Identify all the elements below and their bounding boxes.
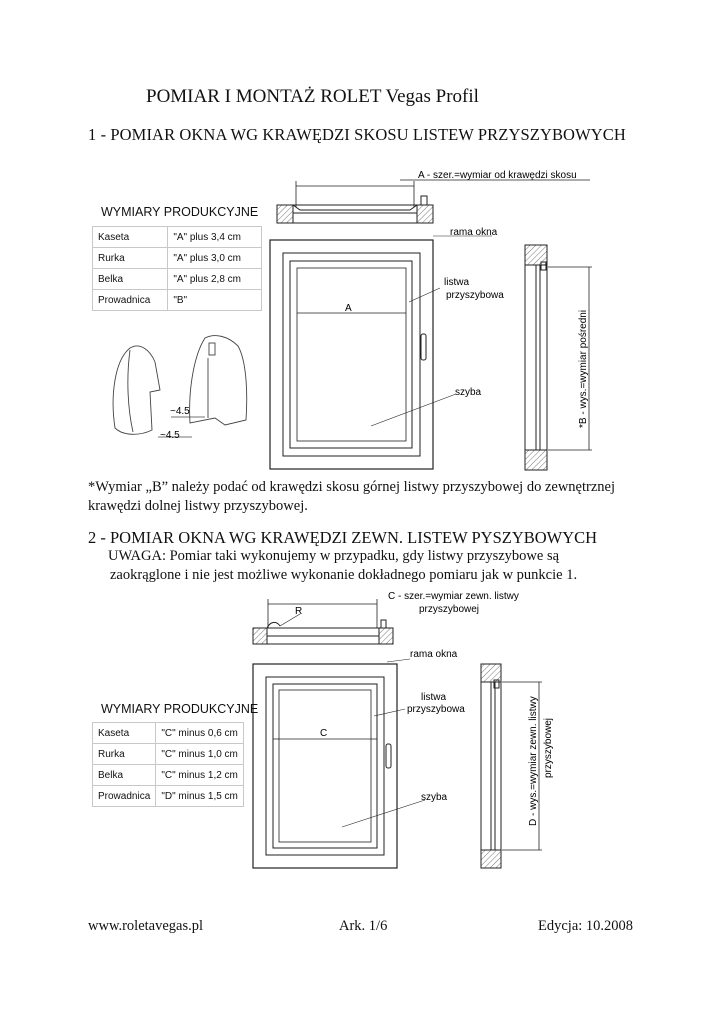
label-d-height-1: D - wys.=wymiar zewn. listwy	[528, 696, 539, 826]
label-bead-1a: listwa	[444, 277, 470, 288]
top-section-view-1	[277, 180, 590, 223]
label-glass-2: szyba	[421, 792, 448, 803]
label-approx-45-a: ~4.5	[170, 406, 190, 417]
page-title: POMIAR I MONTAŻ ROLET Vegas Profil	[146, 86, 479, 107]
table-cell-name: Prowadnica	[93, 786, 156, 807]
label-bead-1b: przyszybowa	[446, 290, 504, 301]
table-cell-value: "B"	[168, 290, 262, 311]
label-bead-2a: listwa	[421, 692, 447, 703]
label-dim-a: A	[345, 303, 352, 314]
label-b-height: *B - wys.=wymiar pośredni	[578, 309, 589, 428]
warning-line-1: UWAGA: Pomiar taki wykonujemy w przypadku, gdy listwy przyszybowe są	[108, 548, 560, 564]
label-frame-2: rama okna	[410, 649, 458, 660]
label-d-height-2: przyszybowej	[543, 717, 554, 778]
production-dims-title-1: WYMIARY PRODUKCYJNE	[101, 205, 259, 219]
table-cell-value: "A" plus 3,0 cm	[168, 248, 262, 269]
label-bead-2b: przyszybowa	[407, 704, 465, 715]
table-cell-name: Rurka	[93, 248, 168, 269]
table-cell-value: "C" minus 1,2 cm	[156, 765, 244, 786]
table-cell-name: Kaseta	[93, 723, 156, 744]
section-2-heading: 2 - POMIAR OKNA WG KRAWĘDZI ZEWN. LISTEW PYSZYBOWYCH	[88, 528, 598, 547]
table-row	[93, 744, 244, 765]
label-dim-c: C	[320, 728, 328, 739]
footer-sheet: Ark. 1/6	[339, 918, 388, 934]
window-front-view-1	[270, 236, 492, 469]
warning-line-2: zaokrąglone i nie jest możliwe wykonanie dokładnego pomiaru jak w punkcie 1.	[110, 567, 578, 583]
label-frame-1: rama okna	[450, 227, 498, 238]
table-cell-value: "C" minus 1,0 cm	[156, 744, 244, 765]
production-dims-title-2: WYMIARY PRODUKCYJNE	[101, 702, 259, 716]
window-front-view-2	[253, 659, 425, 868]
table-cell-value: "D" minus 1,5 cm	[156, 786, 244, 807]
production-dims-table-2	[92, 722, 244, 807]
table-cell-value: "C" minus 0,6 cm	[156, 723, 244, 744]
label-glass-1: szyba	[455, 387, 482, 398]
label-a-width: A - szer.=wymiar od krawędzi skosu	[418, 170, 577, 181]
table-row	[93, 765, 244, 786]
footer-edition: Edycja: 10.2008	[538, 918, 634, 934]
note-b-dimension: *Wymiar „B” należy podać od krawędzi skosu górnej listwy przyszybowej do zewnętrznej krawędzi dolnej listwy przyszybowej.	[88, 479, 615, 514]
table-cell-value: "A" plus 2,8 cm	[168, 269, 262, 290]
table-cell-name: Prowadnica	[93, 290, 168, 311]
section-1-heading: 1 - POMIAR OKNA WG KRAWĘDZI SKOSU LISTEW PRZYSZYBOWYCH	[88, 125, 626, 144]
label-c-width-1: C - szer.=wymiar zewn. listwy	[388, 591, 519, 602]
table-cell-value: "A" plus 3,4 cm	[168, 227, 262, 248]
profile-sketch	[113, 336, 247, 437]
table-row	[93, 786, 244, 807]
label-approx-45-b: ~4.5	[160, 430, 180, 441]
top-section-view-2	[253, 599, 393, 644]
label-c-width-2: przyszybowej	[419, 604, 480, 615]
table-cell-name: Belka	[93, 269, 168, 290]
table-cell-name: Rurka	[93, 744, 156, 765]
table-cell-name: Belka	[93, 765, 156, 786]
label-radius: R	[295, 606, 303, 617]
footer-website: www.roletavegas.pl	[88, 918, 204, 934]
table-cell-name: Kaseta	[93, 227, 168, 248]
table-row	[93, 723, 244, 744]
